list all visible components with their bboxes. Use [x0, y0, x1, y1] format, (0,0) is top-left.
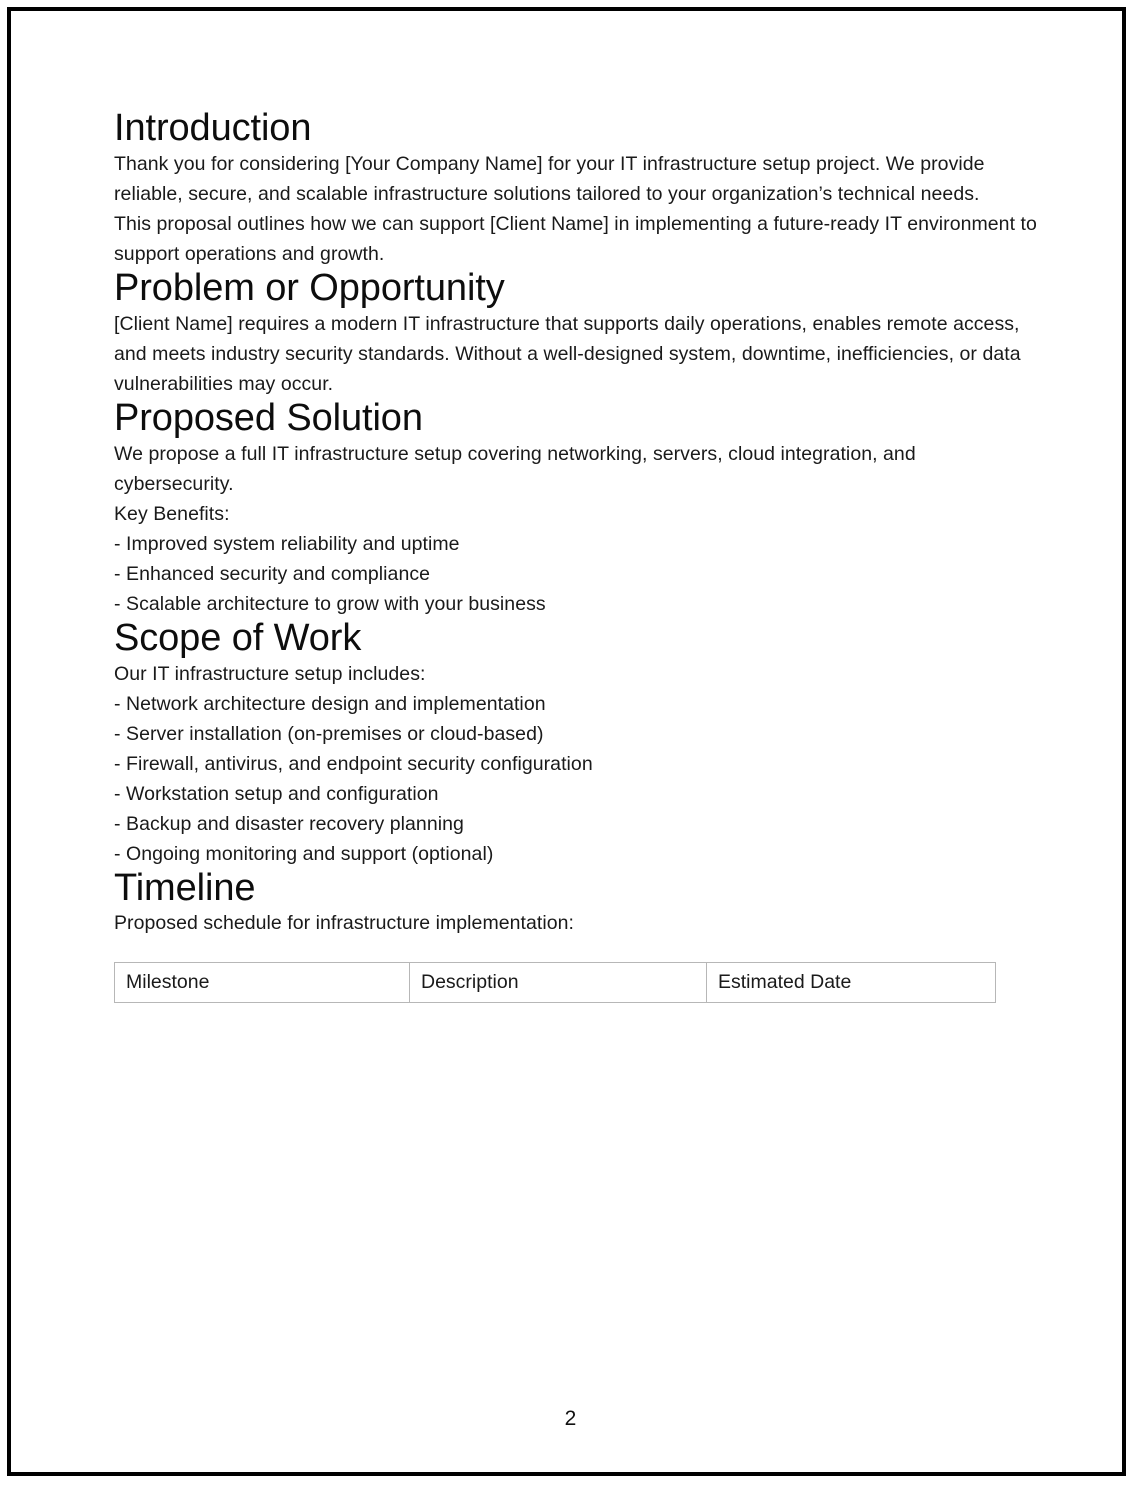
heading-proposed-solution: Proposed Solution: [114, 396, 423, 439]
document-content: [114, 109, 1039, 1003]
list-item: - Firewall, antivirus, and endpoint security configuration: [114, 752, 593, 775]
list-item: - Improved system reliability and uptime: [114, 532, 460, 555]
heading-problem-or-opportunity: Problem or Opportunity: [114, 266, 505, 309]
document-page: [11, 11, 1122, 1472]
paragraph-timeline-intro: Proposed schedule for infrastructure implementation:: [114, 912, 575, 935]
list-item: - Scalable architecture to grow with your business: [114, 592, 546, 615]
list-item: - Ongoing monitoring and support (optional): [114, 842, 494, 865]
timeline-table: [114, 962, 996, 1003]
heading-timeline: Timeline: [114, 866, 256, 909]
paragraph-introduction-2: This proposal outlines how we can support [Client Name] in implementing a future-ready IT environment to support operations and growth.: [114, 212, 1037, 265]
list-item: - Server installation (on-premises or cloud-based): [114, 722, 544, 745]
paragraph-solution-1: We propose a full IT infrastructure setup covering networking, servers, cloud integration, and cybersecurity.: [114, 442, 916, 495]
heading-introduction: Introduction: [114, 107, 312, 149]
table-column-header-estimated-date: Estimated Date: [707, 963, 996, 1003]
paragraph-problem-1: [Client Name] requires a modern IT infrastructure that supports daily operations, enables remote access, and meets industry security standards. Without a well-designed system, downtime, inefficiencies, or data vulnerabilities may occur.: [114, 312, 1021, 395]
table-column-header-description: Description: [410, 963, 707, 1003]
heading-scope-of-work: Scope of Work: [114, 616, 362, 659]
table-header-row: [115, 963, 996, 1003]
page-number: 2: [564, 1407, 577, 1430]
document-page-frame: [7, 7, 1126, 1476]
list-item: - Backup and disaster recovery planning: [114, 812, 464, 835]
list-item: - Network architecture design and implementation: [114, 692, 546, 715]
list-key-benefits: [114, 529, 1039, 619]
list-scope-of-work: [114, 689, 1039, 869]
label-key-benefits: Key Benefits:: [114, 502, 230, 525]
table-column-header-milestone: Milestone: [115, 963, 410, 1003]
paragraph-scope-intro: Our IT infrastructure setup includes:: [114, 662, 426, 685]
list-item: - Enhanced security and compliance: [114, 562, 431, 585]
list-item: - Workstation setup and configuration: [114, 782, 439, 805]
paragraph-introduction-1: Thank you for considering [Your Company Name] for your IT infrastructure setup project. We provide reliable, secure, and scalable infrastructure solutions tailored to your organization’s technical needs.: [114, 152, 985, 205]
